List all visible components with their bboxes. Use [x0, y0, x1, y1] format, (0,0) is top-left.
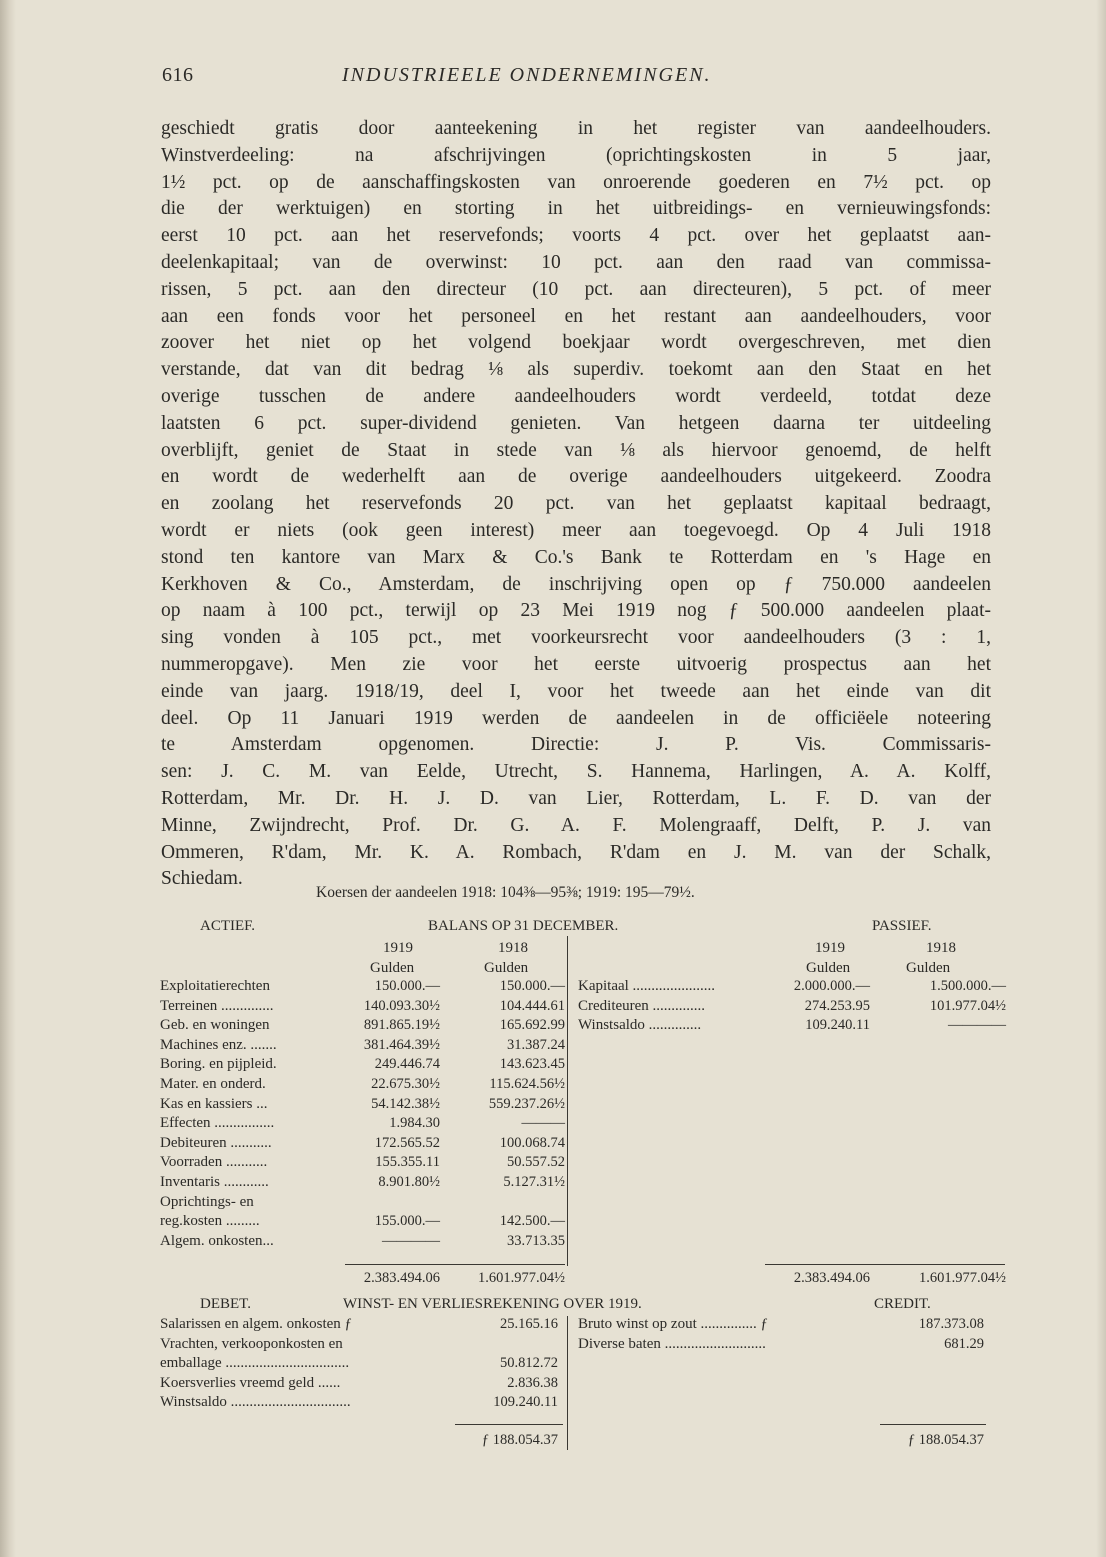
actief-total-1919: 2.383.494.06 — [363, 1270, 440, 1286]
passief-year-1919: 1919 — [815, 940, 845, 956]
actief-label: Debiteuren ........... — [160, 1134, 272, 1151]
actief-label: Kas en kassiers ... — [160, 1095, 268, 1112]
debet-label: Koersverlies vreemd geld ...... — [160, 1374, 341, 1391]
body-text — [161, 116, 991, 893]
actief-value-1919: 155.000.— — [374, 1213, 440, 1230]
passief-value-1918: ———— — [948, 1017, 1006, 1034]
passief-label: Crediteuren .............. — [578, 997, 706, 1014]
actief-label: Boring. en pijpleid. — [160, 1056, 277, 1073]
text-line: en wordt de wederhelft aan de overige aandeelhouders uitgekeerd. Zoodra — [161, 466, 991, 488]
page-header — [162, 64, 992, 92]
page-shadow-right — [1096, 0, 1106, 1557]
actief-value-1919: 22.675.30½ — [371, 1076, 440, 1092]
text-line: overblijft, geniet de Staat in stede van ⅛ als hiervoor genoemd, de helft — [161, 439, 991, 461]
credit-label: Bruto winst op zout ............... ƒ — [578, 1316, 768, 1332]
passief-total-1918: 1.601.977.04½ — [919, 1270, 1006, 1286]
text-line: 1½ pct. op de aanschaffingskosten van onroerende goederen en 7½ pct. op — [161, 171, 991, 193]
actief-label: Voorraden ........... — [160, 1154, 268, 1171]
actief-label: Algem. onkosten... — [160, 1232, 274, 1249]
debet-value: 50.812.72 — [500, 1355, 558, 1372]
profit-loss-title: WINST- EN VERLIESREKENING OVER 1919. — [343, 1296, 642, 1312]
actief-value-1918: 104.444.61 — [499, 997, 565, 1014]
text-line: stond ten kantore van Marx & Co.'s Bank te Rotterdam en 's Hage en — [161, 546, 991, 568]
share-prices-line: Koersen der aandeelen 1918: 104⅜—95⅜; 1919: 195—79½. — [316, 884, 695, 901]
actief-unit-1919: Gulden — [370, 960, 415, 976]
passief-value-1918: 101.977.04½ — [929, 997, 1006, 1014]
actief-label: reg.kosten ......... — [160, 1213, 260, 1230]
profit-loss-divider — [567, 1316, 568, 1450]
actief-value-1918: 5.127.31½ — [503, 1174, 565, 1190]
actief-value-1918: 31.387.24 — [507, 1036, 565, 1053]
passief-value-1919: 2.000.000.— — [793, 978, 870, 994]
debet-total: ƒ 188.054.37 — [481, 1432, 558, 1448]
actief-total-1918: 1.601.977.04½ — [478, 1270, 565, 1286]
actief-value-1918: 150.000.— — [499, 978, 565, 994]
actief-value-1919: 381.464.39½ — [363, 1036, 440, 1053]
credit-value: 187.373.08 — [918, 1316, 984, 1332]
text-line: te Amsterdam opgenomen. Directie: J. P. Vis. Commissaris- — [161, 734, 991, 756]
actief-value-1919: ———— — [382, 1232, 440, 1249]
text-line: aan een fonds voor het personeel en het restant aan aandeelhouders, voor — [161, 305, 991, 327]
actief-value-1919: 54.142.38½ — [371, 1095, 440, 1112]
text-line: Rotterdam, Mr. Dr. H. J. D. van Lier, Rotterdam, L. F. D. van der — [161, 787, 991, 809]
actief-value-1918: 559.237.26½ — [488, 1095, 565, 1112]
text-line: eerst 10 pct. aan het reservefonds; voorts 4 pct. over het geplaatst aan- — [161, 225, 991, 247]
credit-total-rule — [880, 1424, 986, 1425]
text-line: Ommeren, R'dam, Mr. K. A. Rombach, R'dam en J. M. van der Schalk, — [161, 841, 991, 863]
text-line: verstande, dat van dit bedrag ⅛ als superdiv. toekomt aan den Staat en het — [161, 359, 991, 381]
debet-value: 109.240.11 — [493, 1394, 558, 1411]
text-line: rissen, 5 pct. aan den directeur (10 pct. aan directeuren), 5 pct. of meer — [161, 278, 991, 300]
actief-value-1919: 140.093.30½ — [363, 997, 440, 1014]
passief-value-1919: 109.240.11 — [805, 1017, 870, 1034]
text-line: einde van jaarg. 1918/19, deel I, voor het tweede aan het einde van dit — [161, 680, 991, 702]
actief-label: Geb. en woningen — [160, 1017, 270, 1034]
actief-value-1918: 165.692.99 — [499, 1017, 565, 1034]
text-line: sing vonden à 105 pct., met voorkeursrecht voor aandeelhouders (3 : 1, — [161, 627, 991, 649]
debet-label: Salarissen en algem. onkosten ƒ — [160, 1316, 353, 1332]
debet-total-rule — [455, 1424, 563, 1425]
text-line: die der werktuigen) en storting in het uitbreidings- en vernieuwingsfonds: — [161, 198, 991, 220]
passief-total-rule — [765, 1264, 1005, 1265]
actief-value-1918: 50.557.52 — [507, 1154, 565, 1171]
actief-label: Terreinen .............. — [160, 997, 274, 1014]
passief-value-1918: 1.500.000.— — [929, 978, 1006, 994]
actief-value-1919: 891.865.19½ — [363, 1017, 440, 1034]
actief-value-1918: 142.500.— — [499, 1213, 565, 1230]
passief-label: Winstsaldo .............. — [578, 1017, 702, 1034]
debet-label: Winstsaldo ................................ — [160, 1394, 351, 1411]
credit-total: ƒ 188.054.37 — [907, 1432, 984, 1448]
passief-unit-1919: Gulden — [806, 960, 851, 976]
text-line: Minne, Zwijndrecht, Prof. Dr. G. A. F. Molengraaff, Delft, P. J. van — [161, 814, 991, 836]
passief-total-1919: 2.383.494.06 — [793, 1270, 870, 1286]
actief-year-1919: 1919 — [383, 940, 413, 956]
text-line: geschiedt gratis door aanteekening in het register van aandeelhouders. — [161, 118, 991, 139]
text-line: wordt er niets (ook geen interest) meer aan toegevoegd. Op 4 Juli 1918 — [161, 519, 991, 541]
running-title: INDUSTRIEELE ONDERNEMINGEN. — [342, 64, 712, 86]
debet-value: 2.836.38 — [507, 1374, 558, 1391]
actief-label: Effecten ................ — [160, 1115, 275, 1132]
actief-unit-1918: Gulden — [484, 960, 529, 976]
text-line: en zoolang het reservefonds 20 pct. van het geplaatst kapitaal bedraagt, — [161, 493, 991, 515]
actief-value-1919: 1.984.30 — [389, 1115, 440, 1132]
debet-label: Vrachten, verkooponkosten en — [160, 1335, 343, 1352]
text-line: deel. Op 11 Januari 1919 werden de aandeelen in de officiëele noteering — [161, 707, 991, 729]
actief-heading: ACTIEF. — [200, 918, 256, 934]
debet-label: emballage ................................. — [160, 1355, 350, 1372]
credit-heading: CREDIT. — [874, 1296, 931, 1312]
credit-value: 681.29 — [944, 1335, 984, 1352]
text-line: laatsten 6 pct. super-dividend genieten. Van hetgeen daarna ter uitdeeling — [161, 412, 991, 434]
actief-value-1918: 143.623.45 — [499, 1056, 565, 1073]
text-line: deelenkapitaal; van de overwinst: 10 pct. aan den raad van commissa- — [161, 251, 991, 273]
text-line: sen: J. C. M. van Eelde, Utrecht, S. Hannema, Harlingen, A. A. Kolff, — [161, 761, 991, 783]
page-shadow-left — [0, 0, 16, 1557]
actief-label: Machines enz. ....... — [160, 1036, 277, 1053]
actief-label: Inventaris ............ — [160, 1174, 269, 1190]
passief-year-1918: 1918 — [926, 940, 956, 956]
actief-value-1919: 8.901.80½ — [378, 1174, 440, 1190]
actief-total-rule — [345, 1264, 565, 1265]
actief-value-1918: 100.068.74 — [499, 1134, 565, 1151]
text-line: overige tusschen de andere aandeelhouders wordt verdeeld, totdat deze — [161, 385, 991, 407]
actief-value-1918: ——— — [521, 1115, 565, 1132]
debet-value: 25.165.16 — [500, 1316, 558, 1332]
actief-value-1919: 249.446.74 — [374, 1056, 440, 1073]
passief-value-1919: 274.253.95 — [804, 997, 870, 1014]
actief-value-1919: 150.000.— — [374, 978, 440, 994]
actief-value-1919: 172.565.52 — [374, 1134, 440, 1151]
actief-value-1919: 155.355.11 — [375, 1154, 440, 1171]
text-line: Kerkhoven & Co., Amsterdam, de inschrijving open op ƒ 750.000 aandeelen — [161, 573, 991, 595]
text-line: Schiedam. — [161, 868, 243, 890]
debet-heading: DEBET. — [200, 1296, 251, 1312]
actief-value-1918: 33.713.35 — [507, 1232, 565, 1249]
actief-year-1918: 1918 — [498, 940, 528, 956]
passief-unit-1918: Gulden — [906, 960, 951, 976]
balance-title: BALANS OP 31 DECEMBER. — [428, 918, 619, 934]
text-line: zoover het niet op het volgend boekjaar wordt overgeschreven, met dien — [161, 332, 991, 354]
actief-label: Mater. en onderd. — [160, 1076, 266, 1092]
credit-label: Diverse baten ........................... — [578, 1335, 766, 1352]
passief-label: Kapitaal ...................... — [578, 978, 716, 994]
text-line: Winstverdeeling: na afschrijvingen (oprichtingskosten in 5 jaar, — [161, 144, 991, 166]
actief-label: Oprichtings- en — [160, 1193, 254, 1210]
actief-label: Exploitatierechten — [160, 978, 270, 994]
balance-divider — [567, 936, 568, 1266]
actief-value-1918: 115.624.56½ — [489, 1076, 565, 1092]
text-line: op naam à 100 pct., terwijl op 23 Mei 1919 nog ƒ 500.000 aandeelen plaat- — [161, 600, 991, 622]
passief-heading: PASSIEF. — [872, 918, 932, 934]
text-line: nummeropgave). Men zie voor het eerste uitvoerig prospectus aan het — [161, 653, 991, 675]
page-number: 616 — [162, 64, 194, 86]
